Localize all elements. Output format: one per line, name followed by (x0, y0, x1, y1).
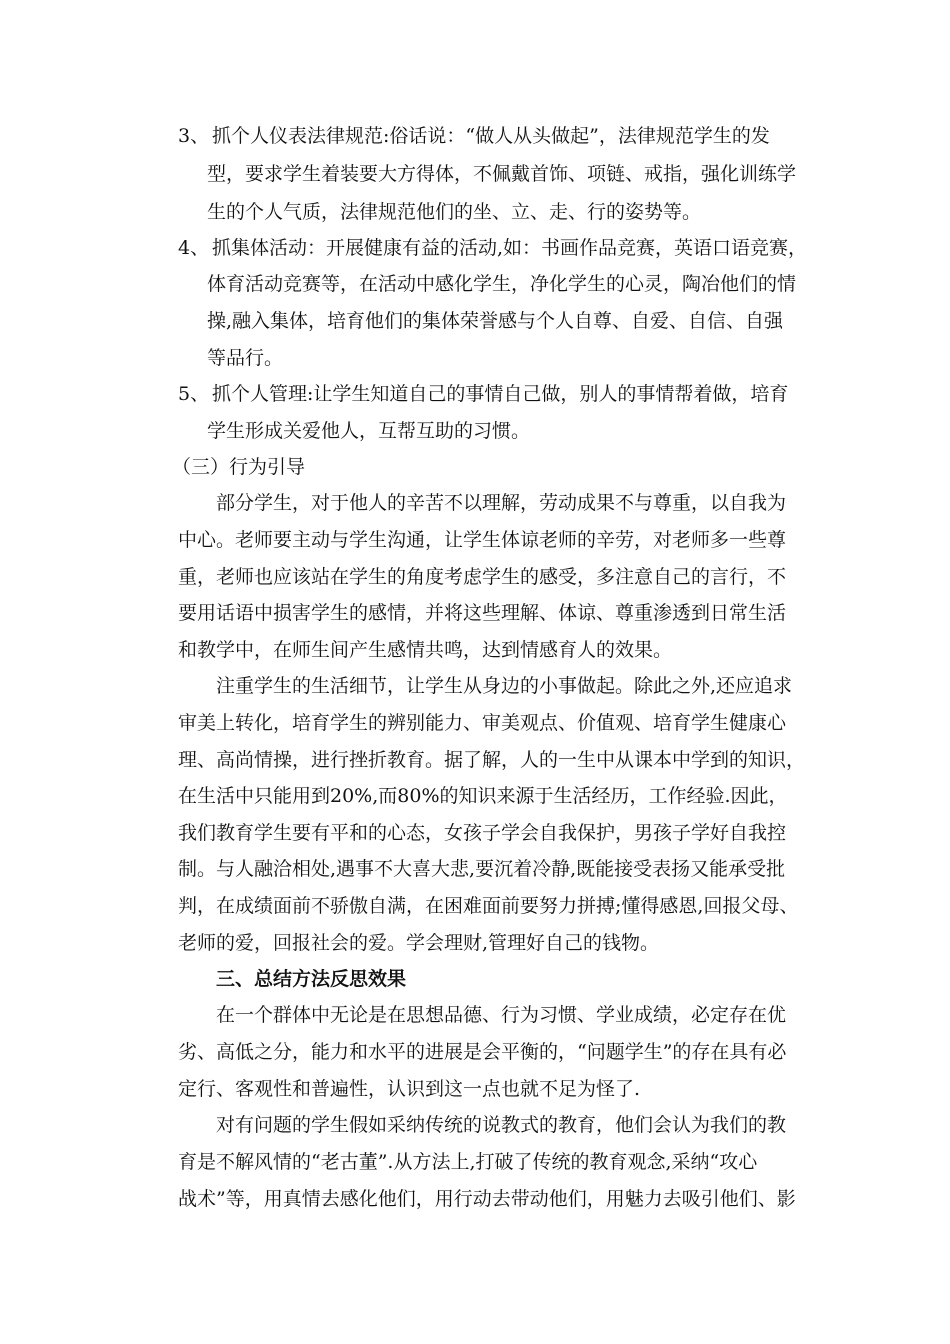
paragraph-line: 老师的爱，回报社会的爱。学会理财,管理好自己的钱物。 (178, 932, 660, 954)
paragraph-line: 战术”等，用真情去感化他们，用行动去带动他们，用魅力去吸引他们、影 (178, 1188, 796, 1210)
section-heading: 三、总结方法反思效果 (216, 968, 407, 990)
paragraph-line: 判，在成绩面前不骄傲自满，在困难面前要努力拼搏;懂得感恩,回报父母、 (178, 895, 799, 917)
list-item-text-line: 生的个人气质，法律规范他们的坐、立、走、行的姿势等。 (207, 201, 702, 223)
paragraph-line: 部分学生，对于他人的辛苦不以理解，劳动成果不与尊重，以自我为 (216, 492, 787, 514)
paragraph-line: 在生活中只能用到20%,而80%的知识来源于生活经历，工作经验.因此， (178, 785, 788, 807)
paragraph-line: 在一个群体中无论是在思想品德、行为习惯、学业成绩，必定存在优 (216, 1004, 787, 1026)
paragraph-line: 和教学中，在师生间产生感情共鸣，达到情感育人的效果。 (178, 639, 673, 661)
list-item-number: 3、 (178, 125, 210, 147)
list-item-text-line: 抓个人仪表法律规范:俗话说：“做人从头做起”，法律规范学生的发 (212, 125, 770, 147)
list-item-text-line: 学生形成关爱他人，互帮互助的习惯。 (207, 420, 531, 442)
paragraph-line: 劣、高低之分，能力和水平的进展是会平衡的，“问题学生”的存在具有必 (178, 1041, 787, 1063)
paragraph-line: 重，老师也应该站在学生的角度考虑学生的感受，多注意自己的言行，不 (178, 566, 787, 588)
list-item-number: 4、 (178, 237, 210, 259)
list-item-text-line: 操,融入集体，培育他们的集体荣誉感与个人自尊、自爱、自信、自强 (207, 310, 784, 332)
list-item-text-line: 型，要求学生着装要大方得体，不佩戴首饰、项链、戒指，强化训练学 (207, 163, 797, 185)
list-item-text-line: 抓集体活动：开展健康有益的活动,如：书画作品竞赛，英语口语竞赛， (212, 237, 808, 259)
list-item-number: 5、 (178, 383, 210, 405)
paragraph-line: 中心。老师要主动与学生沟通，让学生体谅老师的辛劳，对老师多一些尊 (178, 529, 787, 551)
paragraph-line: 定行、客观性和普遍性，认识到这一点也就不足为怪了. (178, 1078, 641, 1100)
list-item-text-line: 抓个人管理:让学生知道自己的事情自己做，别人的事情帮着做，培育 (212, 383, 789, 405)
paragraph-line: 理、高尚情操，进行挫折教育。据了解，人的一生中从课本中学到的知识， (178, 749, 806, 771)
paragraph-line: 审美上转化，培育学生的辨别能力、审美观点、价值观、培育学生健康心 (178, 712, 787, 734)
list-item-text-line: 等品行。 (207, 347, 284, 369)
paragraph-line: 要用话语中损害学生的感情，并将这些理解、体谅、尊重渗透到日常生活 (178, 602, 787, 624)
paragraph-line: 我们教育学生要有平和的心态，女孩子学会自我保护，男孩子学好自我控 (178, 822, 787, 844)
list-item-text-line: 体育活动竞赛等，在活动中感化学生，净化学生的心灵，陶冶他们的情 (207, 273, 797, 295)
paragraph-line: 制。与人融洽相处,遇事不大喜大悲,要沉着冷静,既能接受表扬又能承受批 (178, 858, 786, 880)
subheading: （三）行为引导 (172, 456, 306, 478)
paragraph-line: 注重学生的生活细节，让学生从身边的小事做起。除此之外,还应追求 (216, 675, 793, 697)
paragraph-line: 对有问题的学生假如采纳传统的说教式的教育，他们会认为我们的教 (216, 1114, 787, 1136)
paragraph-line: 育是不解风情的“老古董”.从方法上,打破了传统的教育观念,采纳“攻心 (178, 1151, 758, 1173)
